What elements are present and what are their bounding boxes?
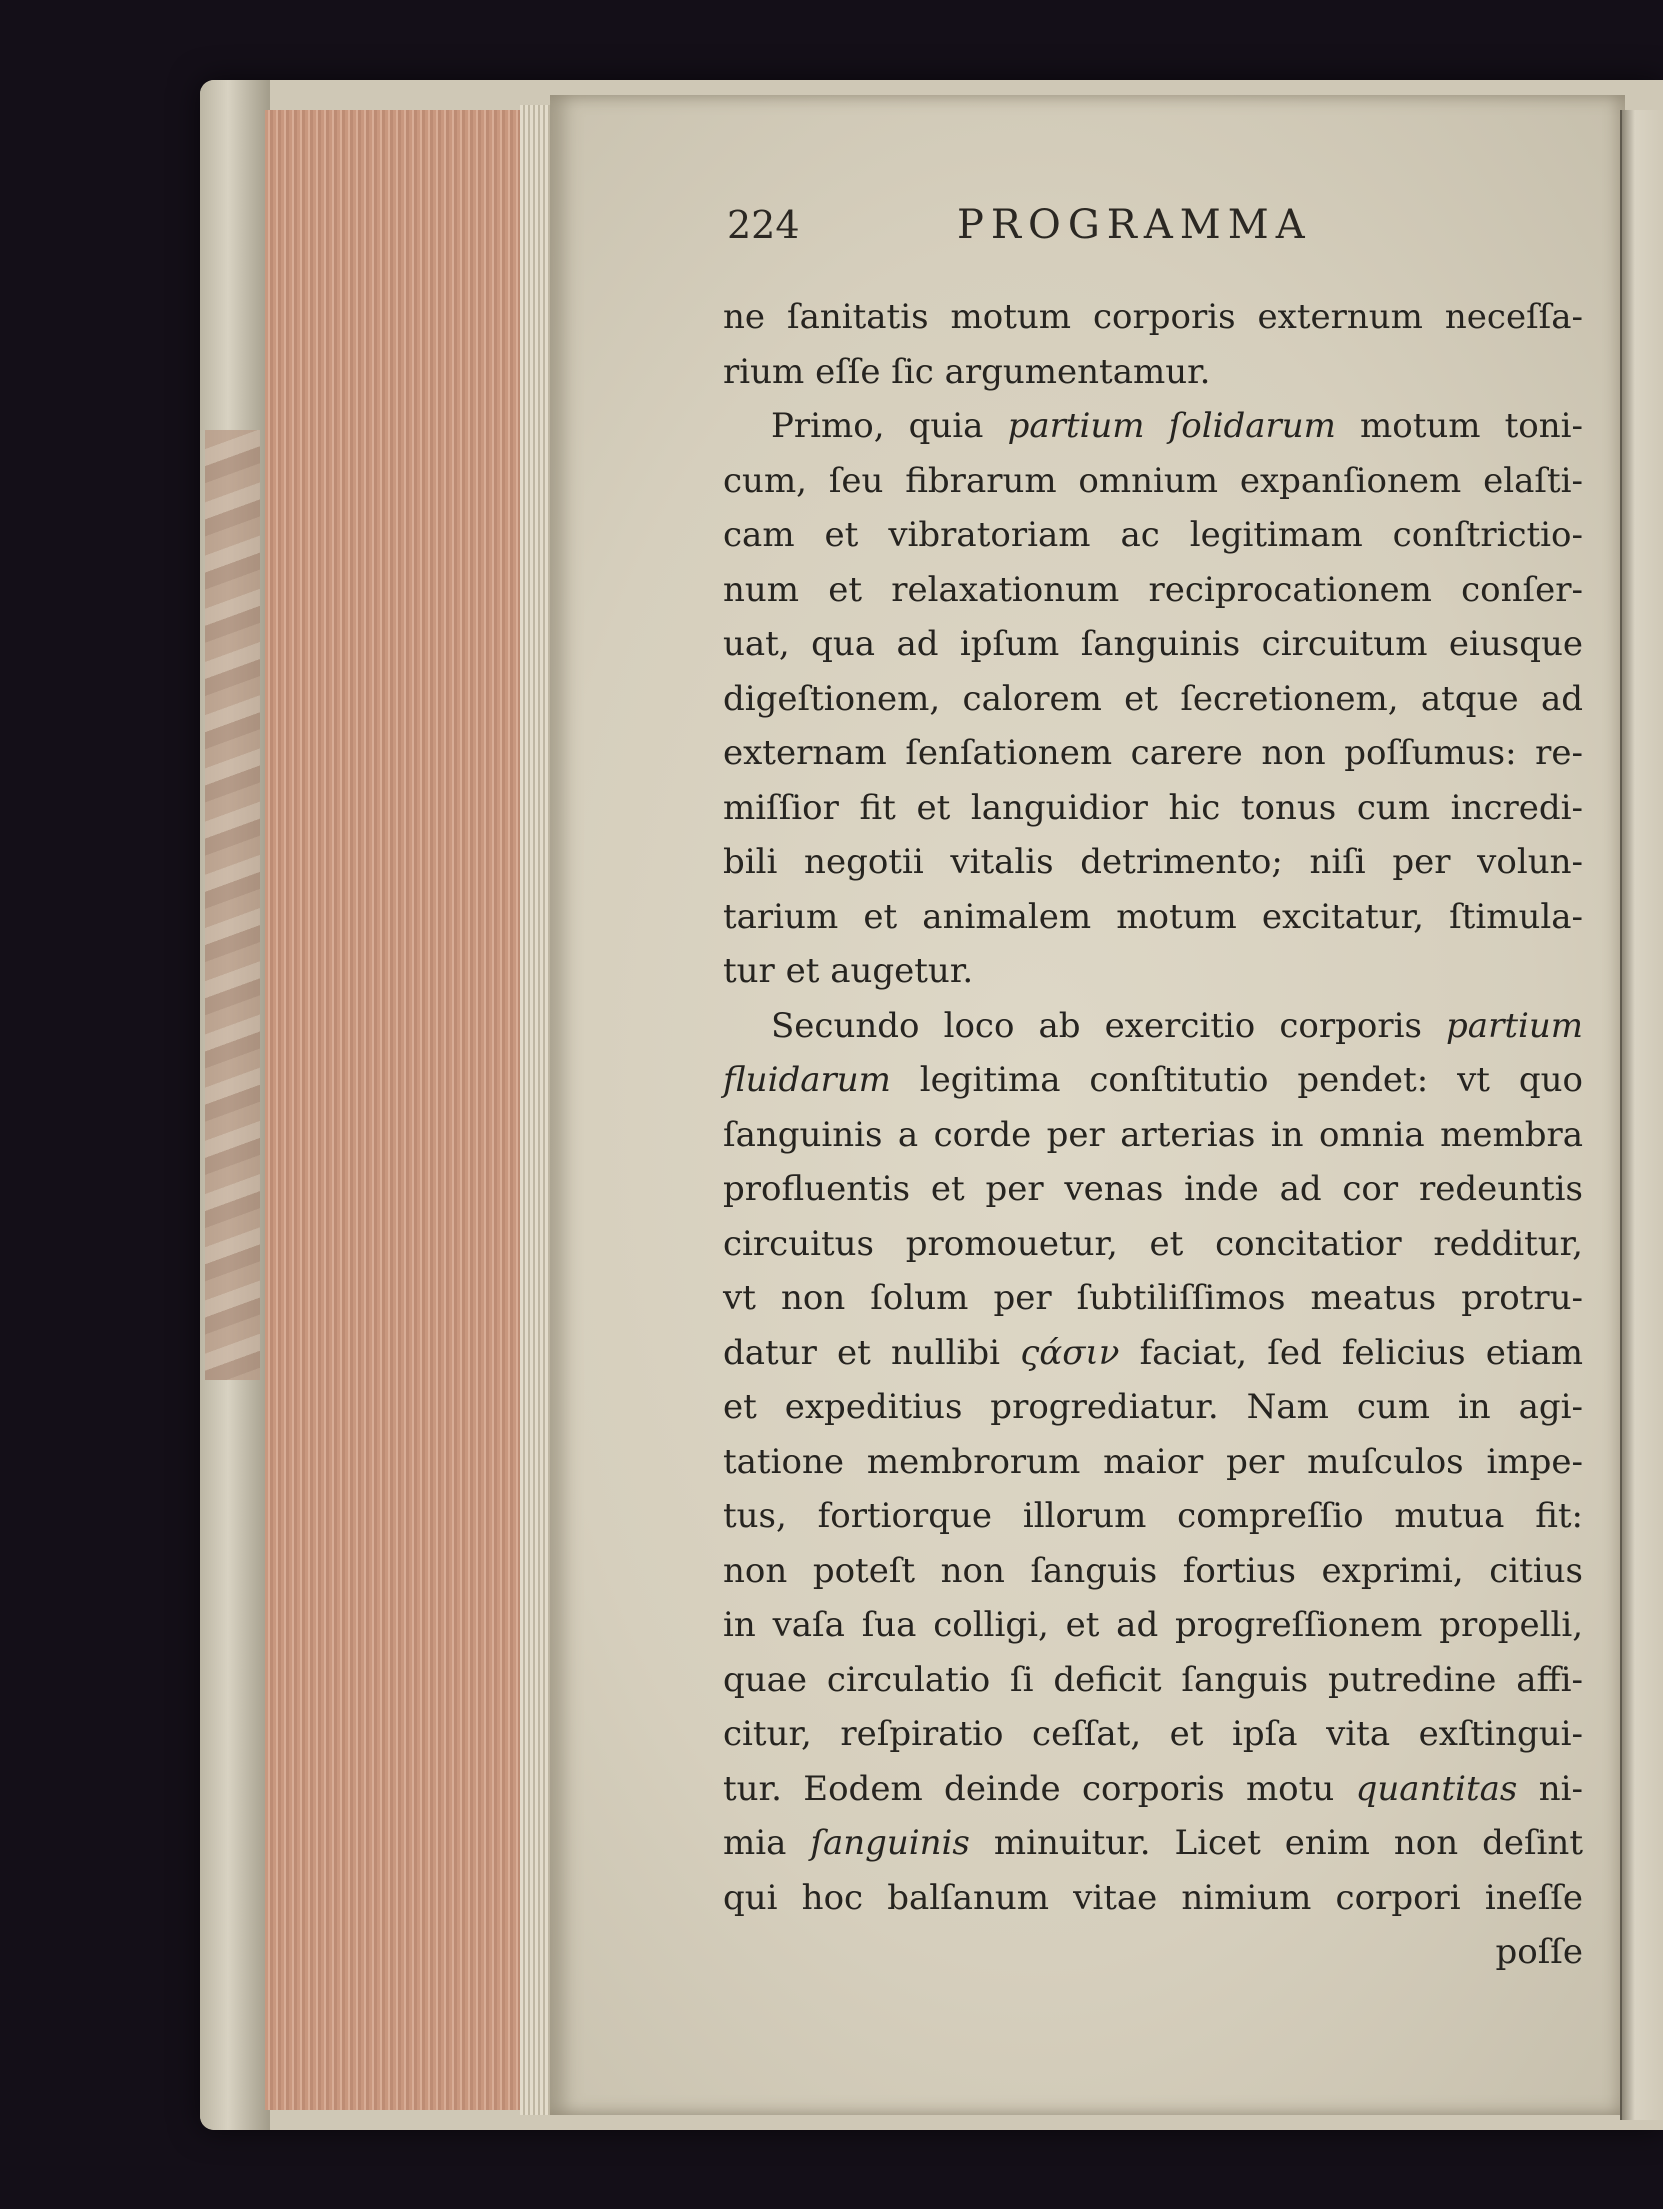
text-line: quae circulatio ſi deficit ſanguis putredine affi- bbox=[723, 1659, 1583, 1700]
marbled-endpaper bbox=[205, 430, 260, 1380]
text-line: cum, ſeu fibrarum omnium expanſionem elaſti- bbox=[723, 460, 1583, 501]
text-line: tatione membrorum maior per muſculos impe- bbox=[723, 1441, 1583, 1482]
text-line: datur et nullibi ςάσιν faciat, ſed felicius etiam bbox=[723, 1332, 1583, 1373]
running-title: PROGRAMMA bbox=[957, 202, 1312, 248]
text-line: citur, reſpiratio ceſſat, et ipſa vita exſtingui- bbox=[723, 1714, 1583, 1754]
text-line: rium eſſe ſic argumentamur. bbox=[723, 351, 1211, 392]
text-line: uat, qua ad ipſum ſanguinis circuitum eiusque bbox=[723, 624, 1583, 664]
text-line: cam et vibratoriam ac legitimam conſtrictio- bbox=[723, 515, 1583, 555]
page-edges-inner bbox=[520, 105, 550, 2115]
text-line: in vaſa ſua colligi, et ad progreſſionem propelli, bbox=[723, 1605, 1583, 1645]
text-line: bili negotii vitalis detrimento; niſi per volun- bbox=[723, 842, 1583, 882]
text-line: ne ſanitatis motum corporis externum neceſſa- bbox=[723, 297, 1583, 337]
text-line: tarium et animalem motum excitatur, ſtimula- bbox=[723, 896, 1583, 937]
text-line: ſanguinis a corde per arterias in omnia membra bbox=[723, 1114, 1583, 1155]
text-line: mia ſanguinis minuitur. Licet enim non deſint bbox=[723, 1823, 1583, 1863]
text-line: fluidarum legitima conſtitutio pendet: vt quo bbox=[723, 1060, 1583, 1100]
text-line: qui hoc balſanum vitae nimium corpori ineſſe bbox=[723, 1877, 1583, 1918]
text-line: digeſtionem, calorem et ſecretionem, atque ad bbox=[723, 678, 1583, 719]
text-line: vt non ſolum per ſubtiliſſimos meatus protru- bbox=[723, 1278, 1583, 1318]
text-line: profluentis et per venas inde ad cor redeuntis bbox=[723, 1169, 1583, 1209]
text-line: externam ſenſationem carere non poſſumus: re- bbox=[723, 733, 1583, 773]
page-number: 224 bbox=[727, 203, 800, 247]
page-edges bbox=[265, 110, 545, 2110]
body-text bbox=[723, 290, 1583, 1980]
page-header bbox=[727, 190, 1447, 260]
text-line: circuitus promouetur, et concitatior redditur, bbox=[723, 1223, 1583, 1264]
text-line: Primo, quia partium ſolidarum motum toni- bbox=[771, 406, 1583, 446]
facing-page-edge bbox=[1620, 110, 1663, 2120]
text-line: miſſior fit et languidior hic tonus cum incredi- bbox=[723, 787, 1583, 828]
text-line: non poteſt non ſanguis fortius exprimi, citius bbox=[723, 1550, 1583, 1591]
catchword: poſſe bbox=[1495, 1932, 1583, 1972]
text-line: tur. Eodem deinde corporis motu quantitas ni- bbox=[723, 1768, 1583, 1809]
text-line: et expeditius progrediatur. Nam cum in agi- bbox=[723, 1387, 1583, 1427]
text-line: tur et augetur. bbox=[723, 951, 974, 991]
text-line: num et relaxationum reciprocationem conſer- bbox=[723, 569, 1583, 610]
text-line: tus, fortiorque illorum compreſſio mutua fit: bbox=[723, 1496, 1583, 1536]
text-line: Secundo loco ab exercitio corporis partium bbox=[771, 1005, 1583, 1046]
